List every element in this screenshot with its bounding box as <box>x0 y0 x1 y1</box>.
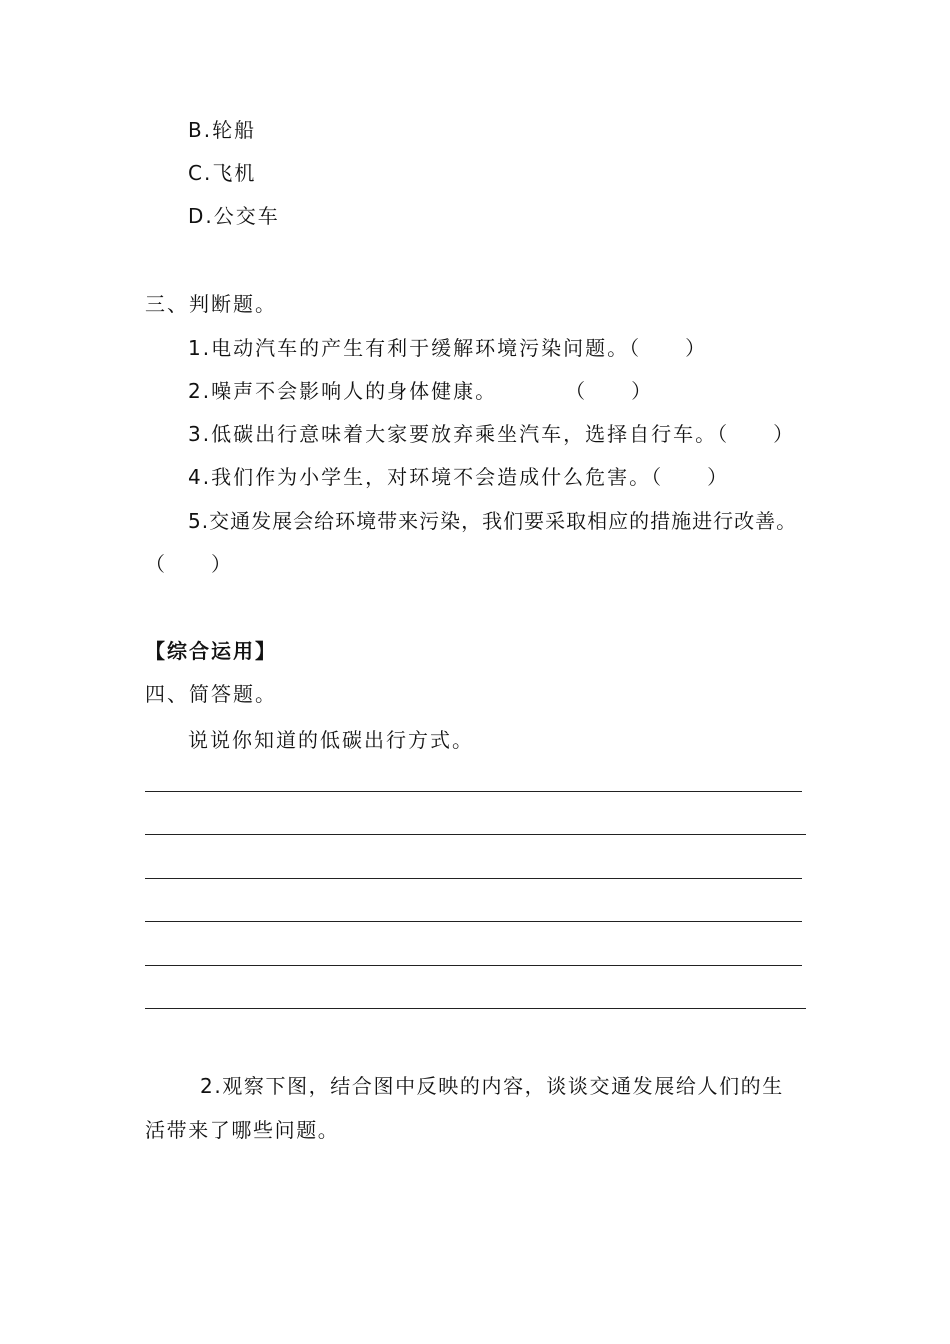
answer-line[interactable] <box>145 1008 806 1009</box>
option-b: B.轮船 <box>188 118 257 142</box>
answer-line[interactable] <box>145 878 802 879</box>
question-1-prompt: 说说你知道的低碳出行方式。 <box>188 728 474 752</box>
section4-heading: 四、简答题。 <box>145 682 277 706</box>
question-2-line-1: 2.观察下图，结合图中反映的内容，谈谈交通发展给人们的生 <box>200 1074 784 1098</box>
option-c: C.飞机 <box>188 161 257 185</box>
judge-item-2: 2.噪声不会影响人的身体健康。 （ ） <box>188 379 654 403</box>
answer-line[interactable] <box>145 921 802 922</box>
judge-item-5: 5.交通发展会给环境带来污染，我们要采取相应的措施进行改善。 <box>188 509 798 533</box>
answer-line[interactable] <box>145 965 802 966</box>
judge-item-5-blank: （ ） <box>145 552 233 576</box>
option-d: D.公交车 <box>188 204 280 228</box>
judge-item-1: 1.电动汽车的产生有利于缓解环境污染问题。（ ） <box>188 336 708 360</box>
judge-item-3: 3.低碳出行意味着大家要放弃乘坐汽车，选择自行车。（ ） <box>188 422 796 446</box>
answer-line[interactable] <box>145 834 806 835</box>
comprehensive-title: 【综合运用】 <box>145 639 277 663</box>
question-2-line-2: 活带来了哪些问题。 <box>145 1118 340 1142</box>
section3-heading: 三、判断题。 <box>145 292 277 316</box>
judge-item-4: 4.我们作为小学生，对环境不会造成什么危害。（ ） <box>188 465 730 489</box>
answer-line[interactable] <box>145 791 802 792</box>
